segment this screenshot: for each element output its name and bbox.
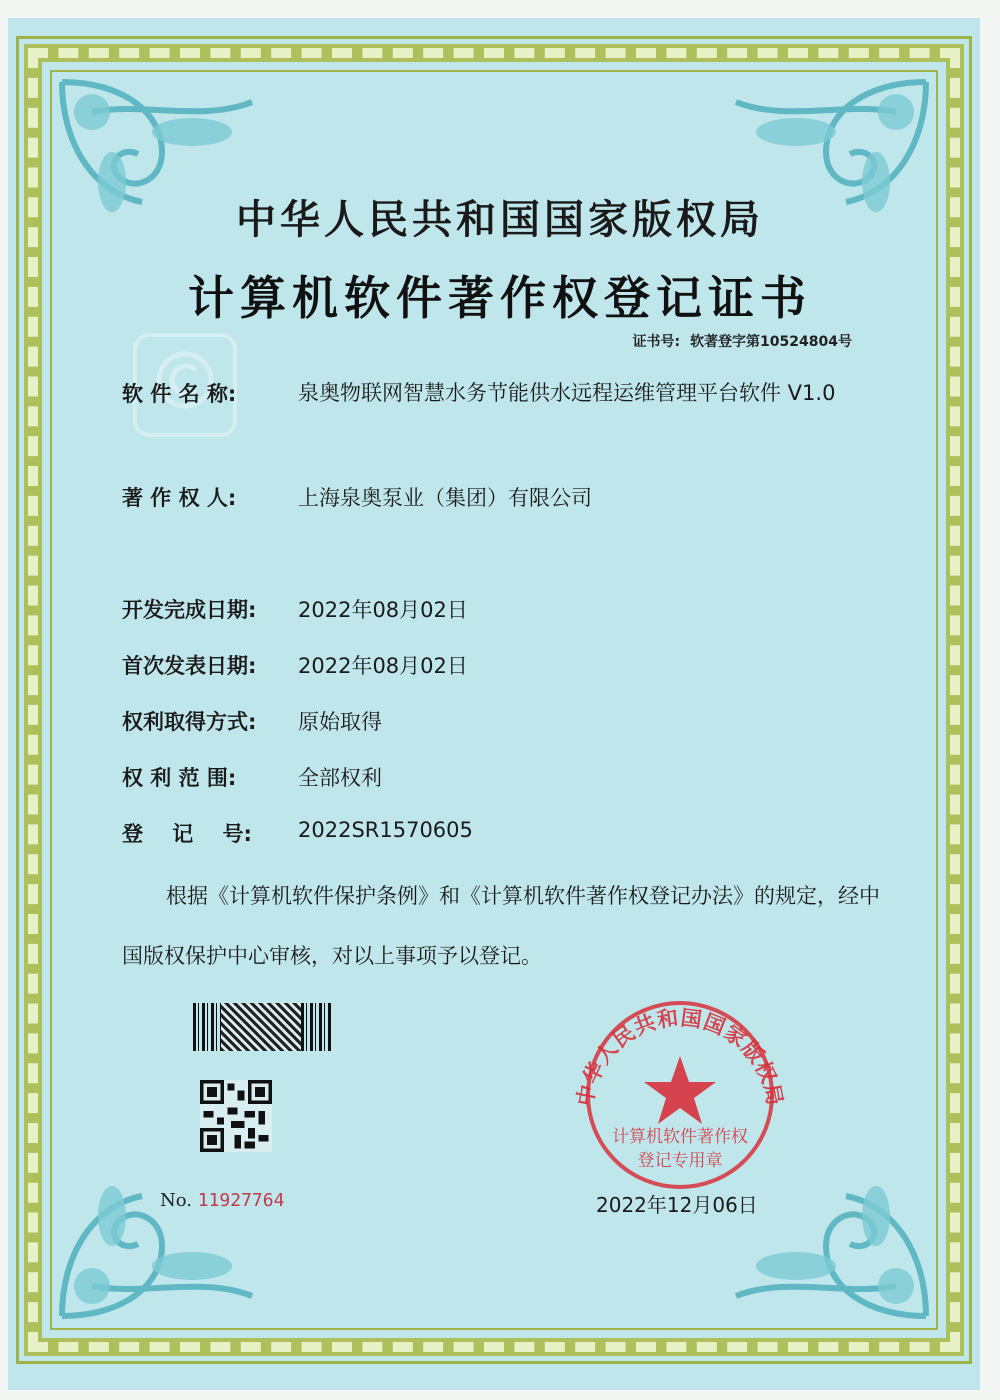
- qr-code-icon: [200, 1080, 272, 1152]
- field-label: 首次发表日期:: [122, 654, 257, 678]
- field-label: 权利取得方式:: [122, 710, 257, 734]
- field-completion-date: [122, 594, 468, 624]
- seal-outer-text: 中华人民共和国国家版权局: [572, 1005, 788, 1109]
- barcode-icon: [193, 1003, 333, 1051]
- field-publication-date: [122, 650, 468, 680]
- field-label: 著 作 权 人:: [122, 486, 237, 510]
- border-inner: [50, 70, 938, 1330]
- field-value: 泉奥物联网智慧水务节能供水远程运维管理平台软件 V1.0: [298, 381, 836, 405]
- field-value: 2022年08月02日: [298, 654, 468, 678]
- field-label: 开发完成日期:: [122, 598, 257, 622]
- seal-inner-line2: 登记专用章: [637, 1151, 723, 1171]
- field-value: 2022SR1570605: [298, 818, 473, 842]
- field-label: 登 记 号:: [122, 822, 252, 846]
- field-value: 全部权利: [298, 766, 382, 790]
- star-icon: [644, 1056, 716, 1124]
- official-seal: [565, 990, 795, 1190]
- certificate-number: [622, 331, 852, 351]
- seal-inner-line1: 计算机软件著作权: [612, 1127, 748, 1147]
- field-acquisition-method: [122, 706, 382, 736]
- serial-number: [160, 1190, 284, 1211]
- field-rights-scope: [122, 762, 382, 792]
- field-label: 权 利 范 围:: [122, 766, 237, 790]
- field-software-name: [122, 378, 858, 408]
- certificate-title: 计算机软件著作权登记证书: [188, 271, 812, 325]
- field-registration-number: [122, 818, 473, 848]
- serial-value: 11927764: [197, 1190, 285, 1211]
- issuing-authority: 中华人民共和国国家版权局: [236, 197, 764, 243]
- certificate-number-value: 软著登字第10524804号: [690, 334, 852, 350]
- field-copyright-holder: [122, 482, 592, 512]
- field-value: 上海泉奥泵业（集团）有限公司: [298, 486, 592, 510]
- field-value: 2022年08月02日: [298, 598, 468, 622]
- field-value: 原始取得: [298, 710, 382, 734]
- issue-date: 2022年12月06日: [596, 1193, 758, 1217]
- field-label: 软 件 名 称:: [122, 382, 237, 406]
- registration-statement: 根据《计算机软件保护条例》和《计算机软件著作权登记办法》的规定，经中国版权保护中心审核，对以上事项予以登记。: [122, 884, 880, 968]
- certificate-number-label: 证书号:: [632, 334, 681, 350]
- serial-prefix: No.: [160, 1190, 192, 1211]
